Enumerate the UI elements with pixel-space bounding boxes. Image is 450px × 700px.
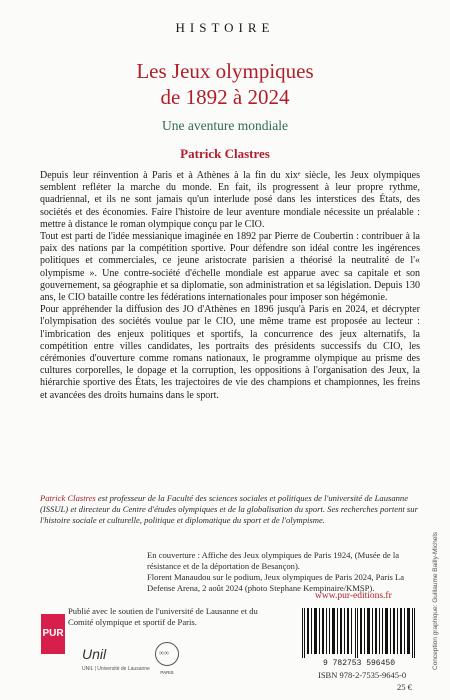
unil-subtitle: UNIL | Université de Lausanne [82,666,150,672]
support-text: Publié avec le soutien de l'université de Lausanne et du Comité olympique et sportif de Paris. [68,606,258,627]
cover-credits [147,550,427,594]
blurb [40,170,420,402]
unil-logo [82,646,150,672]
design-credit-text: Conception graphique: Guillaume Bailly-Michels [432,531,439,670]
title-line-2: de 1892 à 2024 [160,85,290,109]
olympic-committee-logo [155,642,179,666]
cover-credit-1: En couverture : Affiche des Jeux olympiques de Paris 1924, (Musée de la résistance et de la déportation de Besançon). [147,550,400,571]
author-bio [40,493,420,526]
series-label: HISTOIRE [175,20,275,35]
barcode-digits: 9 782753 596450 [322,659,395,668]
paris-label: PARIS [160,670,174,675]
bio-author-name: Patrick Clastres [40,493,96,503]
design-credit [424,472,444,672]
olympic-rings-icon: ∞∞ [159,649,169,657]
title-line-1: Les Jeux olympiques [136,59,314,83]
blurb-paragraph-1: Depuis leur réinvention à Paris et à Athènes à la fin du xixᵉ siècle, les Jeux olympiques semblent refléter la marche du monde. En fait, ils progressent à leur propre rythme, quadriennal, et ils ne sont jamais qu'un interlude posé dans les interstices des États, des sociétés et des économies. Faire l'histoire de leur aventure mondiale nécessite un préalable : mettre à distance le roman olympique conçu par le CIO. [40,170,420,230]
pur-logo: PUR [41,614,65,654]
price: 25 € [397,682,412,692]
book-author: Patrick Clastres [180,146,270,161]
barcode [300,608,418,658]
unil-mark: Unil [82,646,107,662]
book-title [0,58,450,110]
isbn: ISBN 978-2-7535-9645-0 [318,670,407,680]
book-subtitle: Une aventure mondiale [162,118,288,133]
cover-credit-2: Florent Manaudou sur le podium, Jeux olympiques de Paris 2024, Paris La Defense Arena, 2 août 2024 (photo Stephane Kempinaire/KMSP). [147,572,405,593]
publisher-url: www.pur-editions.fr [315,591,392,601]
bio-text: est professeur de la Faculté des sciences sociales et politiques de l'université de Lausanne (ISSUL) et directeur du Centre d'études olympiques et de la globalisation du sport. Ses recherches portent sur l'histoire sociale et culturelle, politique et diplomatique du sport et de l'olympisme. [40,493,418,525]
blurb-paragraph-2: Tout est parti de l'idée messianique imaginée en 1892 par Pierre de Coubertin : contribuer à la paix des nations par la compétition sportive. Pour défendre son idéal contre les ingérences politiques et commerciales, ce jeune aristocrate parisien a théorisé la neutralité de l'« olympisme ». Une contre-société d'échelle mondiale est apparue avec sa capitale et son gouvernement, sa géographie et sa diplomatie, son administration et sa législation. Depuis 130 ans, le CIO bataille contre les fédérations internationales pour imposer son hégémonie. [40,231,420,304]
blurb-paragraph-3: Pour appréhender la diffusion des JO d'Athènes en 1896 jusqu'à Paris en 2024, et décrypter l'olympisation des sociétés voulue par le CIO, une même trame est proposée au lecteur : l'imbrication des enjeux politiques et sportifs, la concurrence des jeux alternatifs, la compétition entre villes candidates, les portraits des présidents successifs du CIO, les cérémonies d'ouverture comme romans nationaux, le programme olympique au prisme des cultures corporelles, le dopage et la corruption, les oppositions à l'organisation des Jeux, la hiérarchie sportive des États, les trajectoires de vie des champions et championnes, les freins et avancées des droits humains dans le sport. [40,304,420,401]
